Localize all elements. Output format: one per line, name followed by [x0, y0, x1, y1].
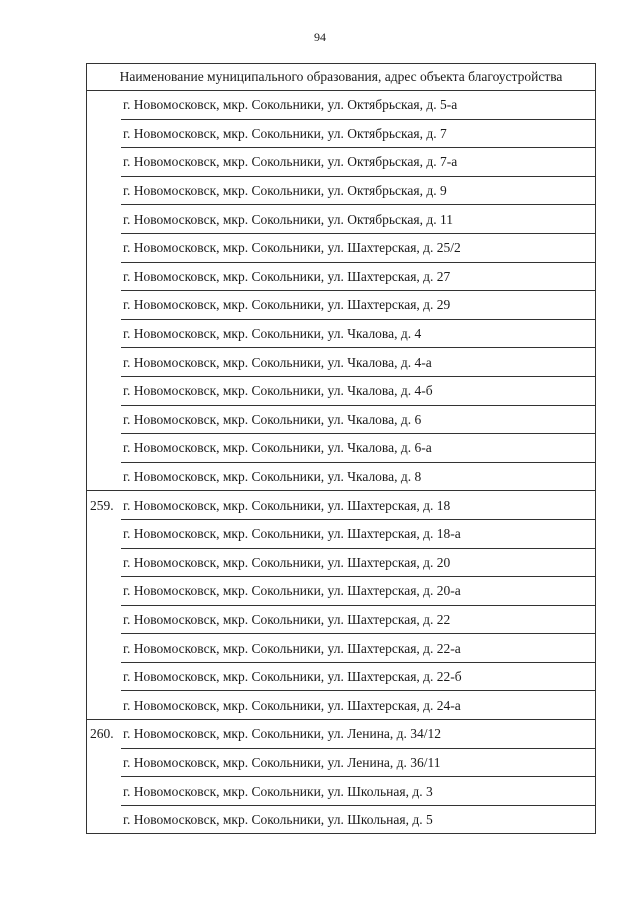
row-address: г. Новомосковск, мкр. Сокольники, ул. Октябрьская, д. 7 — [123, 125, 447, 141]
row-address: г. Новомосковск, мкр. Сокольники, ул. Чкалова, д. 6 — [123, 411, 422, 427]
page-number: 94 — [314, 30, 326, 44]
row-address: г. Новомосковск, мкр. Сокольники, ул. Шахтерская, д. 22-б — [123, 669, 462, 685]
table-row — [87, 691, 595, 720]
address-table — [86, 63, 596, 834]
table-row — [87, 348, 595, 377]
row-address: г. Новомосковск, мкр. Сокольники, ул. Ленина, д. 36/11 — [123, 754, 441, 770]
table-row — [87, 91, 595, 120]
row-address: г. Новомосковск, мкр. Сокольники, ул. Октябрьская, д. 9 — [123, 183, 447, 199]
table-row — [87, 463, 595, 492]
table-header: Наименование муниципального образования, адрес объекта благоустройства — [87, 64, 595, 91]
row-address: г. Новомосковск, мкр. Сокольники, ул. Шахтерская, д. 18 — [123, 497, 451, 513]
table-row — [87, 777, 595, 806]
row-number: 260. — [90, 726, 114, 742]
row-address: г. Новомосковск, мкр. Сокольники, ул. Чкалова, д. 4 — [123, 326, 422, 342]
table-row — [87, 177, 595, 206]
table-row — [87, 749, 595, 778]
table-row — [87, 577, 595, 606]
row-address: г. Новомосковск, мкр. Сокольники, ул. Шахтерская, д. 20-а — [123, 583, 461, 599]
table-row — [87, 205, 595, 234]
row-address: г. Новомосковск, мкр. Сокольники, ул. Октябрьская, д. 11 — [123, 211, 453, 227]
row-address: г. Новомосковск, мкр. Сокольники, ул. Шахтерская, д. 18-а — [123, 526, 461, 542]
row-address: г. Новомосковск, мкр. Сокольники, ул. Чкалова, д. 8 — [123, 469, 422, 485]
row-address: г. Новомосковск, мкр. Сокольники, ул. Чкалова, д. 6-а — [123, 440, 432, 456]
table-row — [87, 406, 595, 435]
row-address: г. Новомосковск, мкр. Сокольники, ул. Шахтерская, д. 20 — [123, 554, 451, 570]
row-number: 259. — [90, 497, 114, 513]
row-address: г. Новомосковск, мкр. Сокольники, ул. Чкалова, д. 4-б — [123, 383, 433, 399]
table-row — [87, 491, 595, 520]
table-row — [87, 806, 595, 835]
table-row — [87, 291, 595, 320]
row-address: г. Новомосковск, мкр. Сокольники, ул. Шахтерская, д. 22-а — [123, 640, 461, 656]
row-address: г. Новомосковск, мкр. Сокольники, ул. Школьная, д. 3 — [123, 783, 433, 799]
table-row — [87, 234, 595, 263]
table-row — [87, 120, 595, 149]
row-address: г. Новомосковск, мкр. Сокольники, ул. Ленина, д. 34/12 — [123, 726, 442, 742]
row-address: г. Новомосковск, мкр. Сокольники, ул. Октябрьская, д. 5-а — [123, 97, 458, 113]
table-row — [87, 606, 595, 635]
row-address: г. Новомосковск, мкр. Сокольники, ул. Шахтерская, д. 25/2 — [123, 240, 461, 256]
table-row — [87, 520, 595, 549]
row-address: г. Новомосковск, мкр. Сокольники, ул. Октябрьская, д. 7-а — [123, 154, 458, 170]
row-address: г. Новомосковск, мкр. Сокольники, ул. Шахтерская, д. 22 — [123, 611, 451, 627]
table-row — [87, 434, 595, 463]
row-address: г. Новомосковск, мкр. Сокольники, ул. Шахтерская, д. 27 — [123, 268, 451, 284]
table-row — [87, 549, 595, 578]
table-row — [87, 634, 595, 663]
row-address: г. Новомосковск, мкр. Сокольники, ул. Шахтерская, д. 29 — [123, 297, 451, 313]
row-address: г. Новомосковск, мкр. Сокольники, ул. Чкалова, д. 4-а — [123, 354, 432, 370]
row-address: г. Новомосковск, мкр. Сокольники, ул. Шахтерская, д. 24-а — [123, 697, 461, 713]
table-row — [87, 663, 595, 692]
table-row — [87, 720, 595, 749]
table-row — [87, 263, 595, 292]
table-row — [87, 320, 595, 349]
row-address: г. Новомосковск, мкр. Сокольники, ул. Школьная, д. 5 — [123, 812, 433, 828]
table-row — [87, 377, 595, 406]
table-row — [87, 148, 595, 177]
